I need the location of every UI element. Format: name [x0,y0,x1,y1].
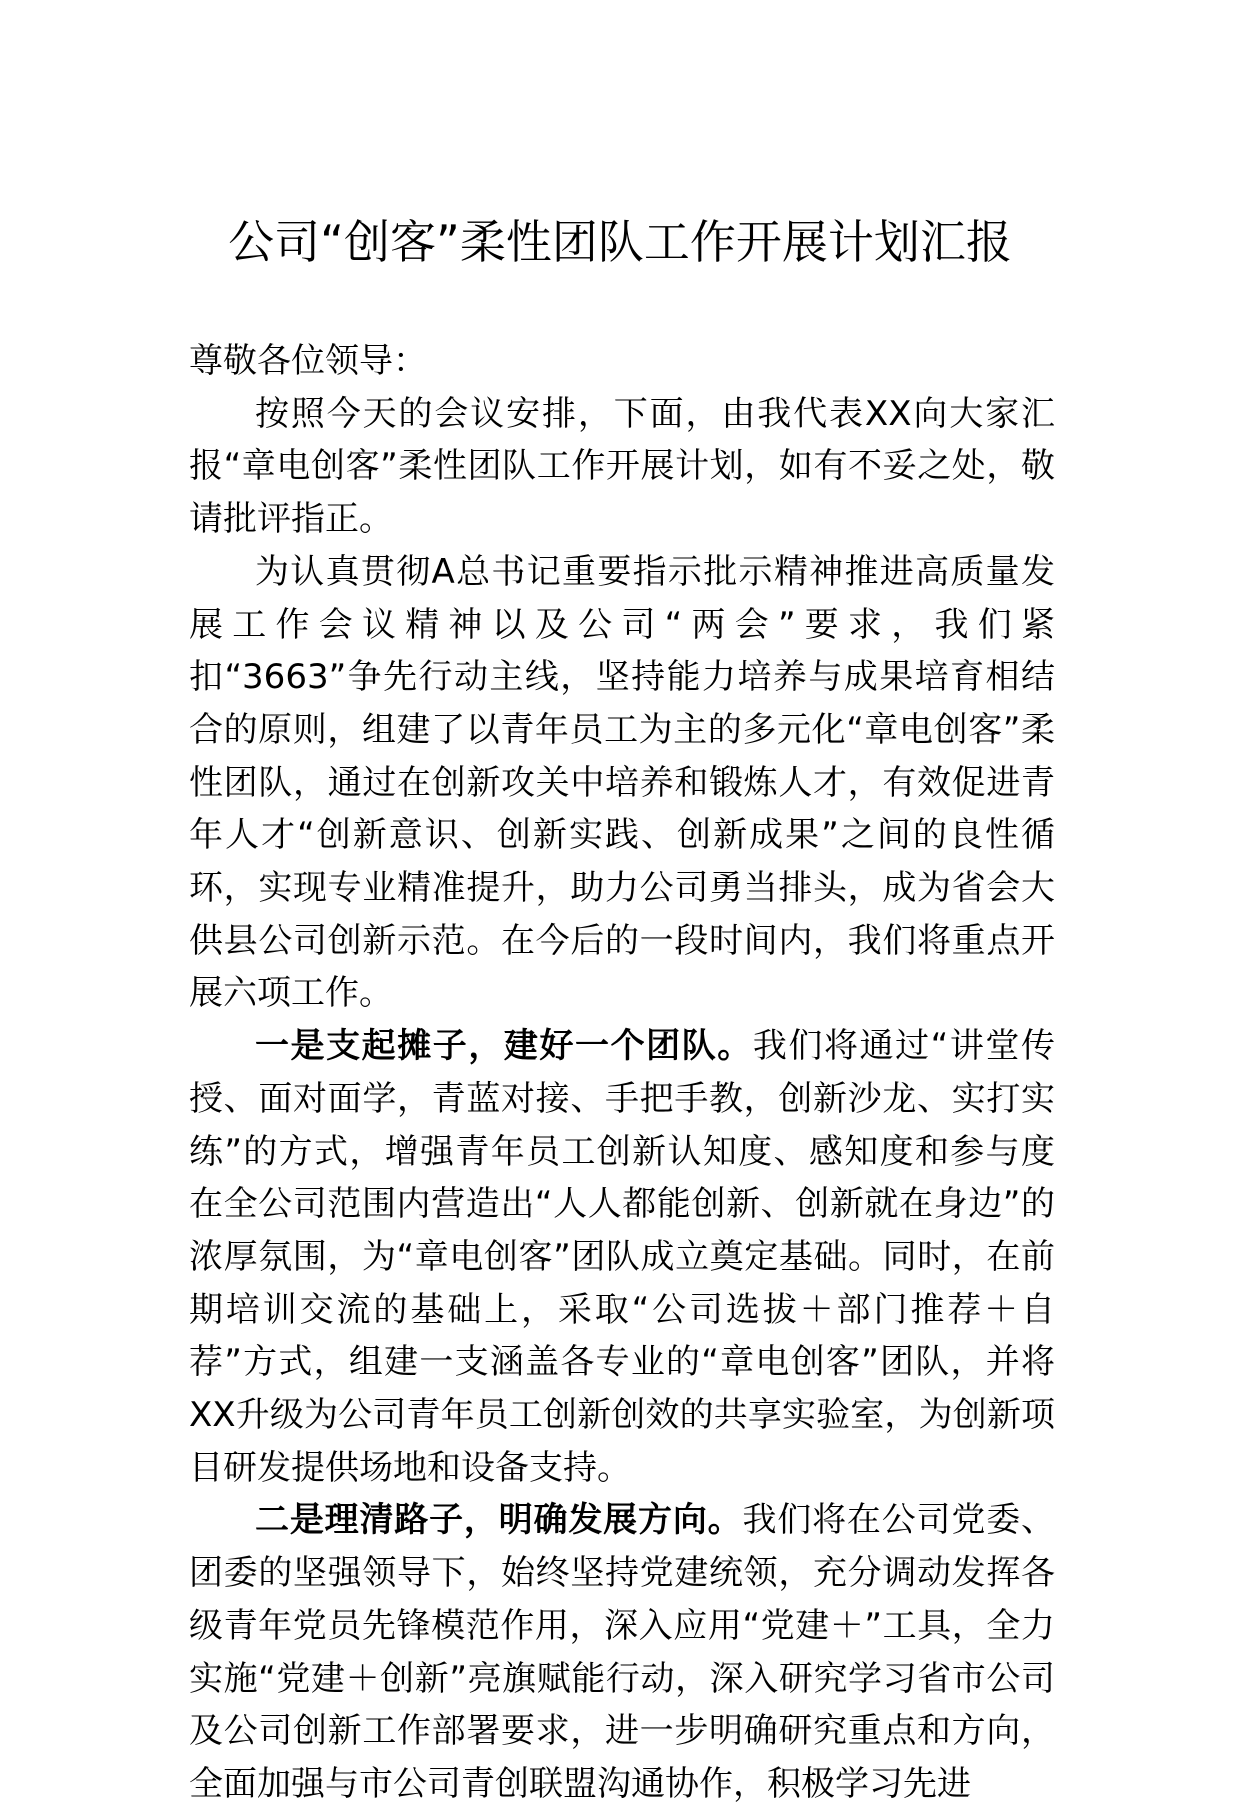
paragraph-item-one [189,1020,1055,1494]
paragraph-text: 为认真贯彻A总书记重要指示批示精神推进高质量发展工作会议精神以及公司“两会”要求，我们紧扣“3663”争先行动主线，坚持能力培养与成果培育相结合的原则，组建了以青年员工为主的多元化“章电创客”柔性团队，通过在创新攻关中培养和锻炼人才，有效促进青年人才“创新意识、创新实践、创新成果”之间的良性循环，实现专业精准提升，助力公司勇当排头，成为省会大供县公司创新示范。在今后的一段时间内，我们将重点开展六项工作。 [189,551,1055,1014]
paragraph-intro [189,388,1055,546]
paragraph-lead: 二是理清路子，明确发展方向。 [255,1500,743,1541]
document-body [189,335,1055,1811]
paragraph-text: 我们将在公司党委、团委的坚强领导下，始终坚持党建统领，充分调动发挥各级青年党员先锋模范作用，深入应用“党建＋”工具，全力实施“党建＋创新”亮旗赋能行动，深入研究学习省市公司及公司创新工作部署要求，进一步明确研究重点和方向，全面加强与市公司青创联盟沟通协作，积极学习先进 [189,1500,1056,1804]
paragraph-item-two [189,1494,1055,1810]
paragraph-lead: 一是支起摊子，建好一个团队。 [255,1026,753,1067]
salutation: 尊敬各位领导： [189,341,427,381]
paragraph-text: 按照今天的会议安排，下面，由我代表XX向大家汇报“章电创客”柔性团队工作开展计划，如有不妥之处，敬请批评指正。 [189,393,1055,540]
paragraph-text: 我们将通过“讲堂传授、面对面学，青蓝对接、手把手教，创新沙龙、实打实练”的方式，增强青年员工创新认知度、感知度和参与度在全公司范围内营造出“人人都能创新、创新就在身边”的浓厚氛围，为“章电创客”团队成立奠定基础。同时，在前期培训交流的基础上，采取“公司选拔＋部门推荐＋自荐”方式，组建一支涵盖各专业的“章电创客”团队，并将XX升级为公司青年员工创新创效的共享实验室，为创新项目研发提供场地和设备支持。 [189,1026,1055,1488]
paragraph-background [189,546,1055,1020]
document-title: 公司“创客”柔性团队工作开展计划汇报 [228,215,1012,269]
